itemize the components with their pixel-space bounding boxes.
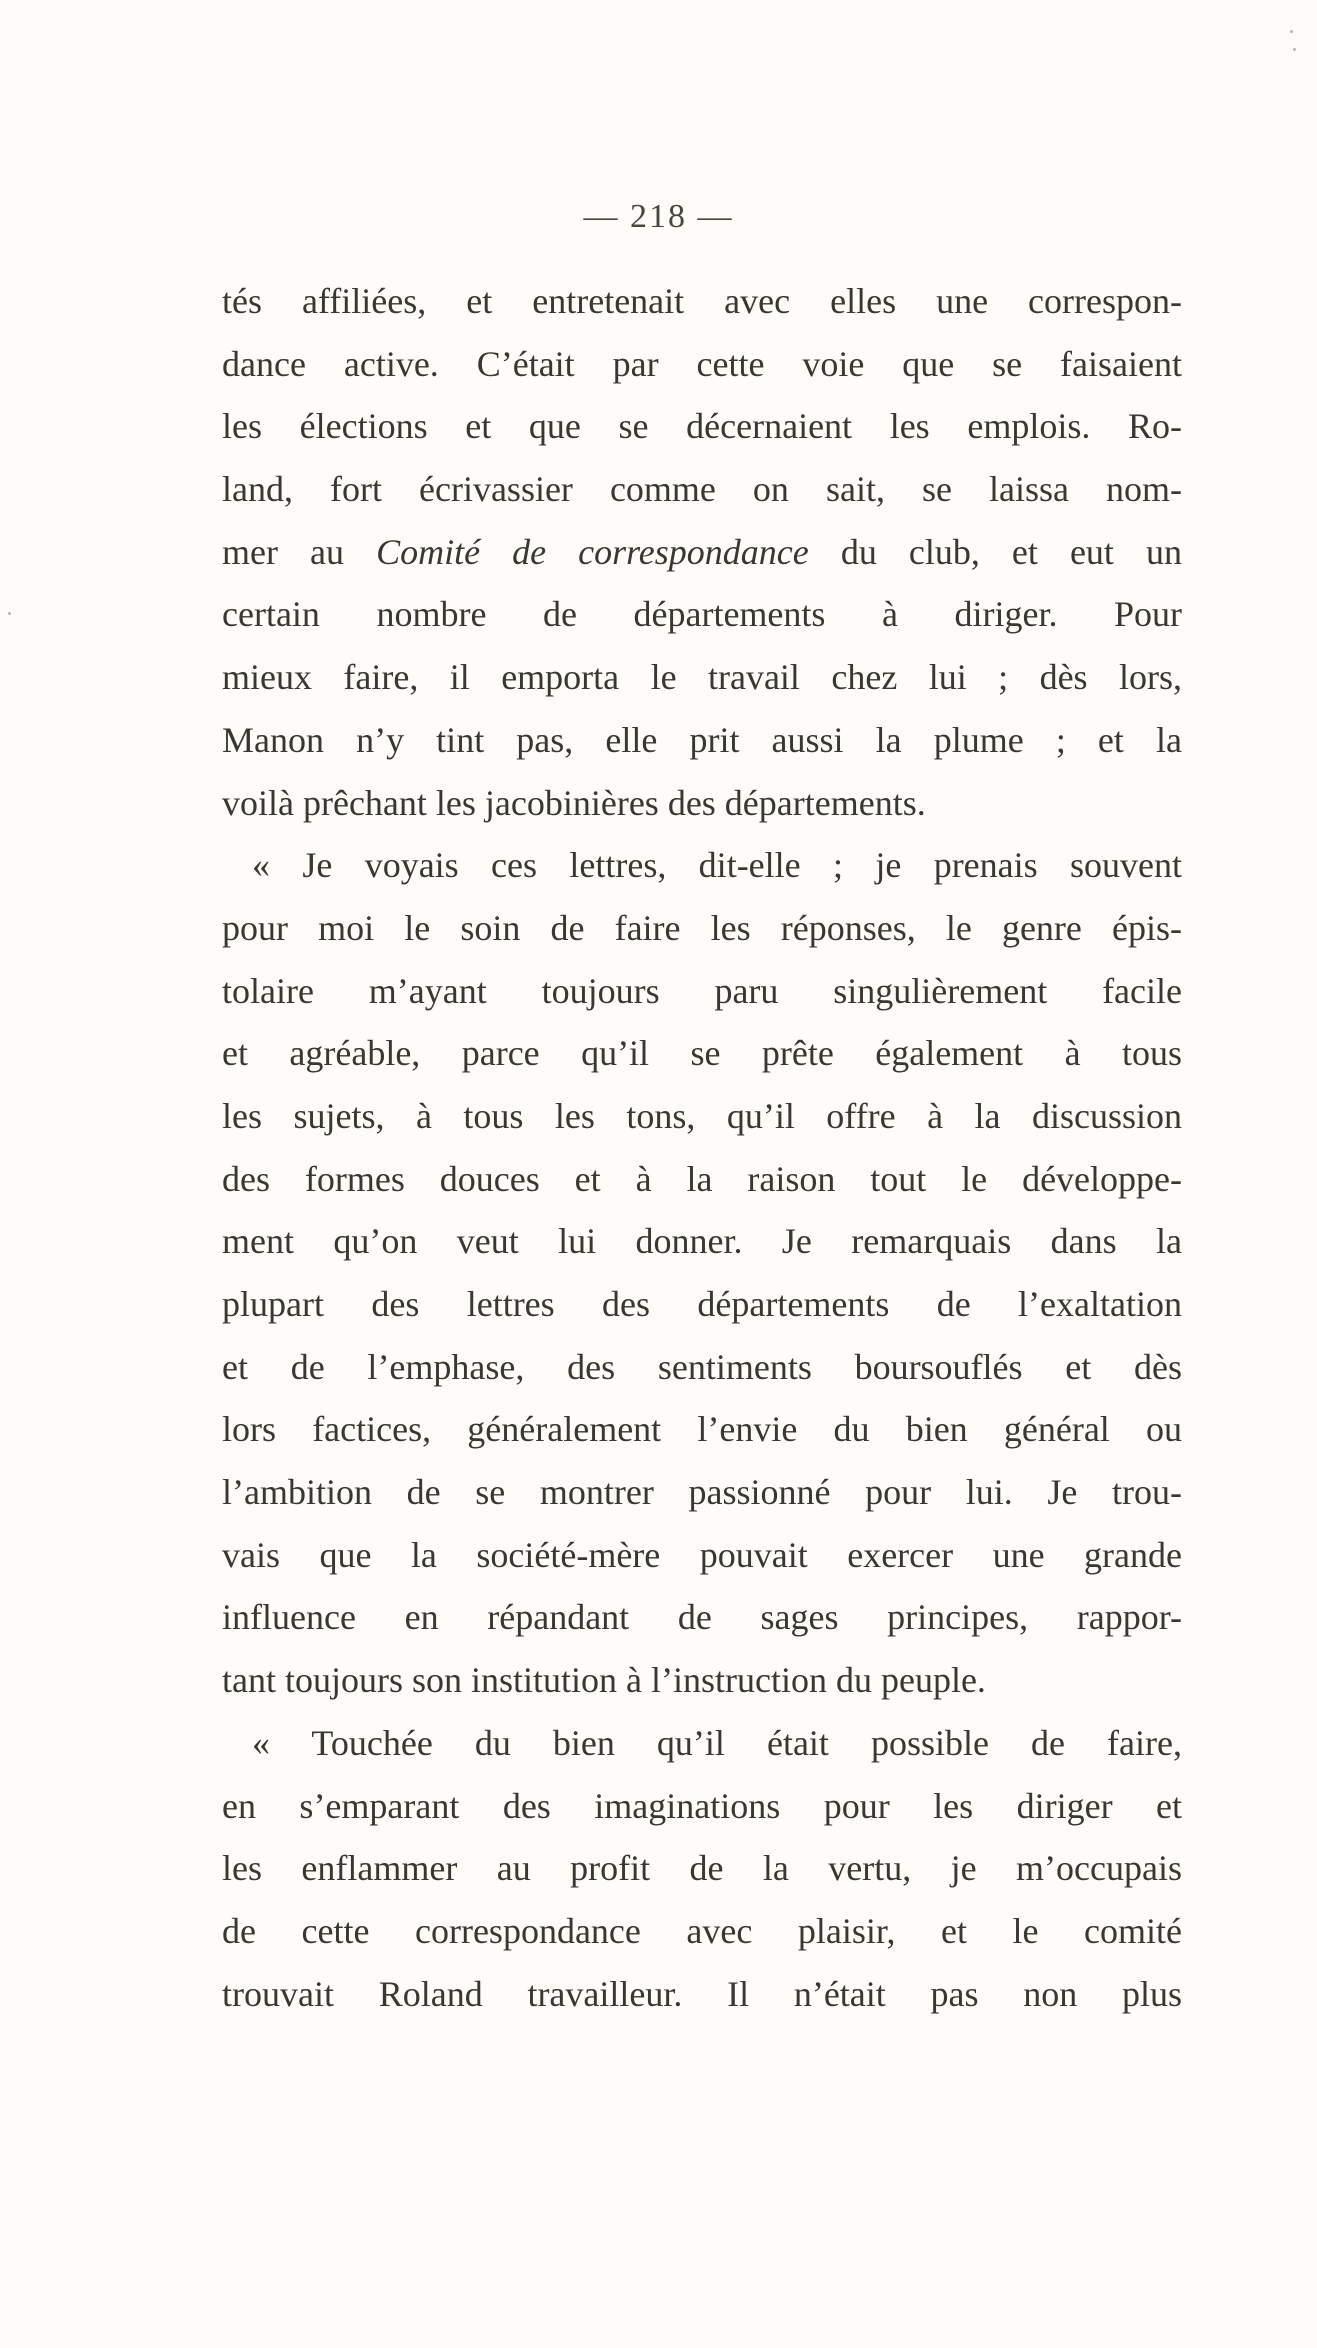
text-line: tant toujours son institution à l’instruction du peuple. xyxy=(222,1660,986,1701)
text-line: des formes douces et à la raison tout le développe- xyxy=(222,1158,1182,1199)
text-line: tolaire m’ayant toujours paru singulièrement facile xyxy=(222,970,1182,1011)
text-line: Manon n’y tint pas, elle prit aussi la plume ; et la xyxy=(222,719,1182,760)
text-line: de cette correspondance avec plaisir, et le comité xyxy=(222,1910,1182,1951)
text-line: dance active. C’était par cette voie que se faisaient xyxy=(222,343,1182,384)
paper-speck xyxy=(8,612,11,615)
text-line: plupart des lettres des départements de l’exaltation xyxy=(222,1284,1182,1324)
text-line: ment qu’on veut lui donner. Je remarquais dans la xyxy=(222,1221,1182,1262)
text-line: les sujets, à tous les tons, qu’il offre à la discussion xyxy=(222,1095,1182,1136)
text-line: certain nombre de départements à diriger. Pour xyxy=(222,594,1182,635)
text-line: tés affiliées, et entretenait avec elles une correspon- xyxy=(222,281,1182,321)
text-line: et de l’emphase, des sentiments boursouflés et dès xyxy=(222,1346,1182,1387)
text-line: land, fort écrivassier comme on sait, se laissa nom- xyxy=(222,469,1182,510)
text-line: les enflammer au profit de la vertu, je m’occupais xyxy=(222,1848,1182,1889)
paper-speck xyxy=(1290,30,1293,33)
paragraph-first-line: « Touchée du bien qu’il était possible de faire, xyxy=(252,1722,1182,1763)
text-line: pour moi le soin de faire les réponses, le genre épis- xyxy=(222,907,1182,948)
italic-title: Comité de correspondance xyxy=(376,531,809,572)
text-line: et agréable, parce qu’il se prête également à tous xyxy=(222,1033,1182,1074)
text-line: en s’emparant des imaginations pour les diriger et xyxy=(222,1785,1182,1826)
text-fragment: mer au xyxy=(222,531,377,572)
text-line xyxy=(222,521,1182,584)
paragraph-first-line: « Je voyais ces lettres, dit-elle ; je prenais souvent xyxy=(252,845,1182,886)
text-line: vais que la société-mère pouvait exercer une grande xyxy=(222,1534,1182,1575)
text-line: influence en répandant de sages principes, rappor- xyxy=(222,1597,1182,1638)
text-line: voilà prêchant les jacobinières des départements. xyxy=(222,782,926,823)
text-fragment: du club, et eut un xyxy=(808,531,1182,572)
text-line: l’ambition de se montrer passionné pour lui. Je trou- xyxy=(222,1472,1182,1513)
text-line: les élections et que se décernaient les emplois. Ro- xyxy=(222,406,1182,447)
page-number: — 218 — xyxy=(583,198,734,235)
text-line: mieux faire, il emporta le travail chez lui ; dès lors, xyxy=(222,657,1182,698)
text-line: trouvait Roland travailleur. Il n’était pas non plus xyxy=(222,1973,1182,2014)
body-text xyxy=(222,270,1182,2025)
paper-speck xyxy=(1293,48,1296,51)
text-line: lors factices, généralement l’envie du bien général ou xyxy=(222,1409,1182,1450)
